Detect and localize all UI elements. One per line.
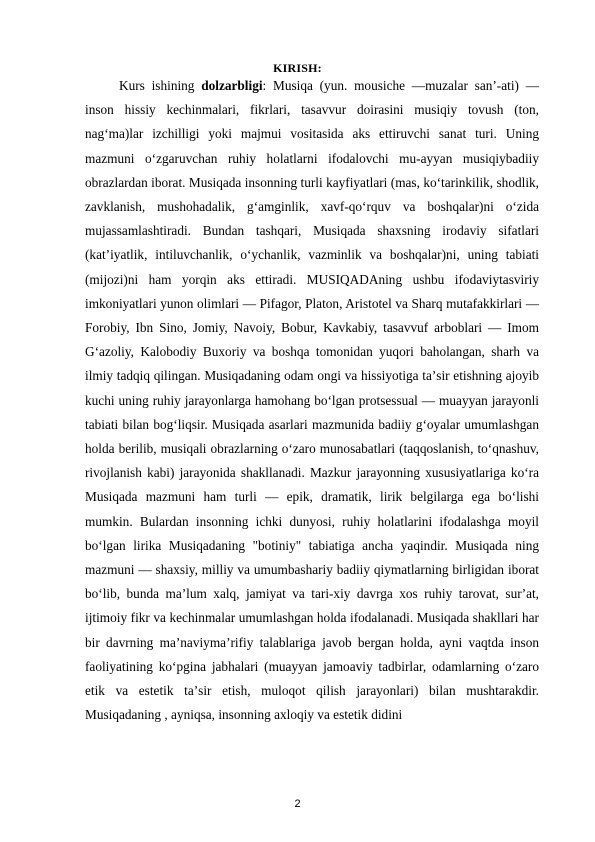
main-paragraph bbox=[85, 74, 539, 727]
paragraph-lead: Kurs ishining bbox=[119, 78, 202, 93]
paragraph-text: : Musiqa (yun. mousiche —muzalar sanʼ-ati) — inson hissiy kechinmalari, fikrlari, tasavvur doirasini musiqiy tovush (ton, nagʻma)lar izchilligi yoki majmui vositasida aks ettiruvchi sanat turi. Uning mazmuni oʻzgaruvchan ruhiy holatlarni ifodalovchi mu-ayyan musiqiybadiiy obrazlardan iborat. Musiqada insonning turli kayfiyatlari (mas, koʻtarinkilik, shodlik, zavklanish, mushohadalik, gʻamginlik, xavf-qoʻrquv va boshqalar)ni oʻzida mujassamlashtiradi. Bundan tashqari, Musiqada shaxsning irodaviy sifatlari (katʼiyatlik, intiluvchanlik, oʻychanlik, vazminlik va boshqalar)ni, uning tabiati (mijozi)ni ham yorqin aks ettiradi. MUSIQADAning ushbu ifodaviytasviriy imkoniyatlari yunon olimlari — Pifagor, Platon, Aristotel va Sharq mutafakkirlari — Forobiy, Ibn Sino, Jomiy, Navoiy, Bobur, Kavkabiy, tasavvuf arboblari — Imom Gʻazoliy, Kalobodiy Buxoriy va boshqa tomonidan yuqori baholangan, sharh va ilmiy tadqiq qilingan. Musiqadaning odam ongi va hissiyotiga taʼsir etishning ajoyib kuchi uning ruhiy jarayonlarga hamohang boʻlgan protsessual — muayyan jarayonli tabiati bilan bogʻliqsir. Musiqada asarlari mazmunida badiiy gʻoyalar umumlashgan holda berilib, musiqali obrazlarning oʻzaro munosabatlari (taqqoslanish, toʻqnashuv, rivojlanish kabi) jarayonida shakllanadi. Mazkur jarayonning xususiyatlariga koʻra Musiqada mazmuni ham turli — epik, dramatik, lirik belgilarga ega boʻlishi mumkin. Bulardan insonning ichki dunyosi, ruhiy holatlarini ifodalashga moyil boʻlgan lirika Musiqadaning "botiniy" tabiatiga ancha yaqindir. Musiqada ning mazmuni — shaxsiy, milliy va umumbashariy badiiy qiymatlarning birligidan iborat boʻlib, bunda maʼlum xalq, jamiyat va tari-xiy davrga xos ruhiy tarovat, surʼat, ijtimoiy fikr va kechinmalar umumlashgan holda ifodalanadi. Musiqada shakllari har bir davrning maʼnaviymaʼrifiy talablariga javob bergan holda, ayni vaqtda inson faoliyatining koʻpgina jabhalari (muayyan jamoaviy tadbirlar, odamlarning oʻzaro etik va estetik taʼsir etish, muloqot qilish jarayonlari) bilan mushtarakdir. Musiqadaning , ayniqsa, insonning axloqiy va estetik didini bbox=[85, 78, 540, 723]
page-number: 2 bbox=[294, 798, 301, 810]
body-text bbox=[85, 74, 539, 727]
section-heading: KIRISH: bbox=[273, 61, 322, 75]
paragraph-bold-term: dolzarbligi bbox=[201, 78, 263, 93]
